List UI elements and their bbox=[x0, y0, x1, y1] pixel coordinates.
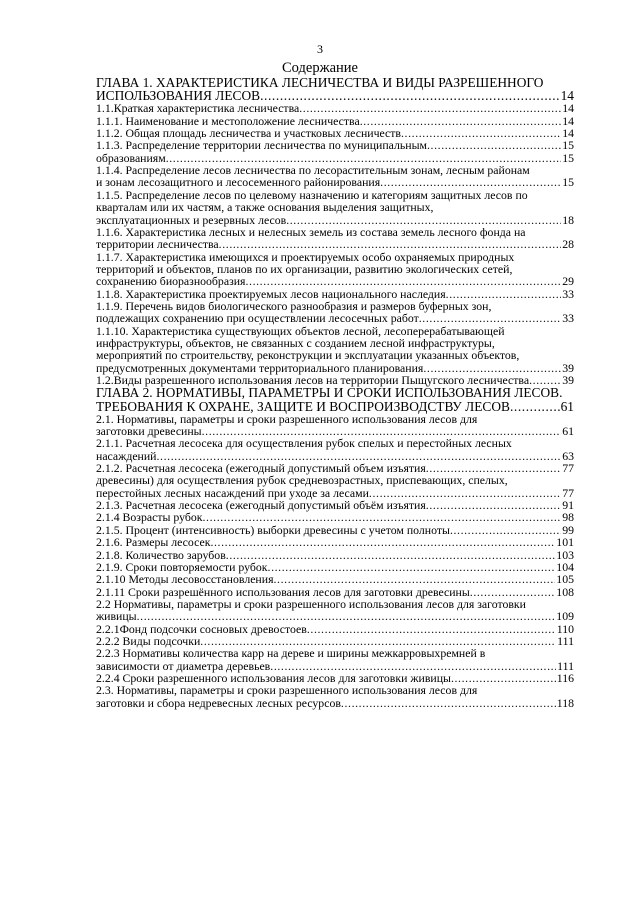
toc-leader-dots bbox=[419, 312, 561, 324]
toc-entry-text: 2.2.3 Нормативы количества карр на дереве и ширины межкарровыхремней в bbox=[96, 646, 486, 661]
toc-page-number: 39 bbox=[562, 372, 574, 387]
toc-entry-text: ГЛАВА 1. ХАРАКТЕРИСТИКА ЛЕСНИЧЕСТВА И ВИДЫ РАЗРЕШЕННОГО bbox=[96, 75, 544, 90]
toc-page-number: 110 bbox=[556, 621, 574, 636]
toc-line bbox=[96, 573, 574, 585]
toc-line bbox=[96, 511, 574, 523]
toc-entry-text: 2.2.4 Сроки разрешенного использования лесов для заготовки живицы bbox=[96, 670, 451, 685]
toc-page-number: 77 bbox=[562, 461, 574, 476]
toc-page-number: 33 bbox=[562, 286, 574, 301]
toc-entry-text: живицы bbox=[96, 609, 137, 624]
toc-leader-dots bbox=[341, 697, 556, 709]
toc-entry-text: 1.1.9. Перечень видов биологического разнообразия и размеров буферных зон, bbox=[96, 298, 492, 313]
toc-line bbox=[96, 238, 574, 250]
toc-page-number: 61 bbox=[562, 424, 574, 439]
toc-entry-text: 1.1.5. Распределение лесов по целевому назначению и категориям защитных лесов по bbox=[96, 187, 528, 202]
toc-leader-dots bbox=[137, 610, 556, 622]
toc-entry-text: территорий и объектов, планов по их организации, развитию экологических сетей, bbox=[96, 261, 513, 276]
toc-entry-text: инфраструктуры, объектов, не связанных с созданием лесной инфраструктуры, bbox=[96, 335, 495, 350]
toc-entry-text: 2.2.1Фонд подсочки сосновых древостоев bbox=[96, 621, 307, 636]
toc-page-number: 14 bbox=[562, 126, 574, 141]
toc-line bbox=[96, 549, 574, 561]
toc-entry-text: и зонам лесозащитного и лесосеменного районирования bbox=[96, 175, 381, 190]
toc-entry-text: 2.3. Нормативы, параметры и сроки разрешенного использования лесов для bbox=[96, 683, 478, 698]
toc-entry-text: 2.1. Нормативы, параметры и сроки разрешенного использования лесов для bbox=[96, 411, 478, 426]
toc-entry-text: 1.1.Краткая характеристика лесничества bbox=[96, 101, 300, 116]
toc-entry-text: 2.1.4 Возрасты рубок bbox=[96, 510, 203, 525]
toc-entry-text: 1.2.Виды разрешенного использования лесов на территории Пыщугского лесничества bbox=[96, 372, 530, 387]
toc-page-number: 116 bbox=[556, 670, 574, 685]
toc-entry-text: мероприятий по строительству, реконструкции и эксплуатации указанных объектов, bbox=[96, 348, 520, 363]
toc-line bbox=[96, 349, 574, 361]
table-of-contents bbox=[96, 76, 574, 709]
toc-entry-text: 1.1.10. Характеристика существующих объектов лесной, лесоперерабатывающей bbox=[96, 323, 505, 338]
toc-line bbox=[96, 139, 574, 151]
toc-entry-text: 2.2 Нормативы, параметры и сроки разрешенного использования лесов для заготовки bbox=[96, 596, 526, 611]
toc-entry-text: 1.1.3. Распределение территории лесничества по муниципальным bbox=[96, 138, 427, 153]
toc-chapter-line bbox=[96, 386, 574, 399]
toc-entry-text: перестойных лесных насаждений при уходе за лесами bbox=[96, 485, 369, 500]
toc-page-number: 15 bbox=[562, 150, 574, 165]
toc-line bbox=[96, 275, 574, 287]
toc-entry-text: 1.1.8. Характеристика проектируемых лесов национального наследия bbox=[96, 286, 446, 301]
toc-entry-text: подлежащих сохранению при осуществлении лесосечных работ bbox=[96, 311, 419, 326]
toc-entry-text: образованиям bbox=[96, 150, 166, 165]
toc-entry-text: насаждений bbox=[96, 448, 157, 463]
toc-entry-text: 2.1.11 Сроки разрешённого использования лесов для заготовки древесины bbox=[96, 584, 470, 599]
toc-entry-text: 2.1.1. Расчетная лесосека для осуществления рубок спелых и перестойных лесных bbox=[96, 436, 512, 451]
toc-leader-dots bbox=[299, 102, 561, 114]
toc-leader-dots bbox=[226, 549, 556, 561]
toc-page-number: 14 bbox=[562, 101, 574, 116]
toc-page-number: 29 bbox=[562, 274, 574, 289]
toc-entry-text: предусмотренных документами территориального планирования bbox=[96, 360, 424, 375]
toc-leader-dots bbox=[307, 623, 556, 635]
toc-entry-text: ТРЕБОВАНИЯ К ОХРАНЕ, ЗАЩИТЕ И ВОСПРОИЗВОДСТВУ ЛЕСОВ bbox=[96, 398, 510, 414]
toc-page-number: 33 bbox=[562, 311, 574, 326]
toc-line bbox=[96, 647, 574, 659]
toc-page-number: 14 bbox=[560, 88, 574, 104]
toc-line bbox=[96, 201, 574, 213]
toc-leader-dots bbox=[210, 536, 555, 548]
toc-line bbox=[96, 697, 574, 709]
toc-leader-dots bbox=[268, 561, 556, 573]
toc-entry-text: 2.1.8. Количество зарубов bbox=[96, 547, 226, 562]
toc-leader-dots bbox=[380, 176, 561, 188]
toc-page-number: 118 bbox=[556, 695, 574, 710]
toc-entry-text: 1.1.6. Характеристика лесных и нелесных земель из состава земель лесного фонда на bbox=[96, 224, 526, 239]
toc-entry-text: 1.1.2. Общая площадь лесничества и участковых лесничеств bbox=[96, 126, 401, 141]
toc-entry-text: 1.1.4. Распределение лесов лесничества по лесорастительным зонам, лесным районам bbox=[96, 163, 530, 178]
toc-entry-text: ИСПОЛЬЗОВАНИЯ ЛЕСОВ bbox=[96, 88, 261, 104]
toc-line bbox=[96, 536, 574, 548]
toc-leader-dots bbox=[450, 524, 561, 536]
toc-entry-text: кварталам или их частям, а также основания выделения защитных, bbox=[96, 200, 434, 215]
toc-page-number: 15 bbox=[562, 138, 574, 153]
toc-page-number: 104 bbox=[556, 559, 574, 574]
toc-page-number: 101 bbox=[556, 535, 574, 550]
toc-page-number: 108 bbox=[556, 584, 574, 599]
toc-entry-text: зависимости от диаметра деревьев bbox=[96, 658, 271, 673]
toc-page-number: 28 bbox=[562, 237, 574, 252]
toc-page-number: 14 bbox=[562, 113, 574, 128]
toc-leader-dots bbox=[286, 214, 561, 226]
toc-entry-text: заготовки древесины bbox=[96, 424, 202, 439]
toc-page-number: 111 bbox=[557, 658, 574, 673]
toc-entry-text: 2.1.2. Расчетная лесосека (ежегодный допустимый объем изъятия bbox=[96, 461, 426, 476]
toc-page-number: 15 bbox=[562, 175, 574, 190]
toc-entry-text: 1.1.7. Характеристика имеющихся и проектируемых особо охраняемых природных bbox=[96, 249, 515, 264]
toc-entry-text: 2.2.2 Виды подсочки bbox=[96, 633, 201, 648]
toc-entry-text: 2.1.9. Сроки повторяемости рубок bbox=[96, 559, 268, 574]
toc-page-number: 105 bbox=[556, 572, 574, 587]
toc-page-number: 77 bbox=[562, 485, 574, 500]
toc-page-number: 111 bbox=[557, 633, 574, 648]
toc-line bbox=[96, 474, 574, 486]
toc-entry-text: ГЛАВА 2. НОРМАТИВЫ, ПАРАМЕТРЫ И СРОКИ ИСПОЛЬЗОВАНИЯ ЛЕСОВ. bbox=[96, 385, 563, 401]
toc-line bbox=[96, 684, 574, 696]
toc-page-number: 18 bbox=[562, 212, 574, 227]
toc-leader-dots bbox=[510, 400, 560, 413]
toc-line bbox=[96, 214, 574, 226]
toc-line bbox=[96, 102, 574, 114]
toc-leader-dots bbox=[260, 89, 560, 102]
toc-line bbox=[96, 176, 574, 188]
toc-entry-text: 2.1.5. Процент (интенсивность) выборки древесины с учетом полноты bbox=[96, 522, 450, 537]
toc-leader-dots bbox=[426, 499, 561, 511]
toc-line bbox=[96, 610, 574, 622]
toc-entry-text: 2.1.3. Расчетная лесосека (ежегодный допустимый объём изъятия bbox=[96, 498, 426, 513]
toc-entry-text: заготовки и сбора недревесных лесных ресурсов bbox=[96, 695, 341, 710]
toc-leader-dots bbox=[203, 511, 562, 523]
toc-page-number: 99 bbox=[562, 522, 574, 537]
toc-page-number: 63 bbox=[562, 448, 574, 463]
toc-line bbox=[96, 598, 574, 610]
toc-entry-text: древесины) для осуществления рубок средневозрастных, приспевающих, спелых, bbox=[96, 473, 508, 488]
toc-entry-text: эксплуатационных и резервных лесов bbox=[96, 212, 287, 227]
toc-leader-dots bbox=[274, 573, 556, 585]
toc-leader-dots bbox=[427, 139, 561, 151]
toc-line bbox=[96, 312, 574, 324]
toc-entry-text: 1.1.1. Наименование и местоположение лесничества bbox=[96, 113, 360, 128]
toc-page-number: 103 bbox=[556, 547, 574, 562]
toc-chapter-line bbox=[96, 400, 574, 413]
toc-page-number: 91 bbox=[562, 498, 574, 513]
toc-page-number: 39 bbox=[562, 360, 574, 375]
toc-page-number: 61 bbox=[560, 398, 574, 414]
toc-page-number: 109 bbox=[556, 609, 574, 624]
toc-entry-text: 2.1.6. Размеры лесосек bbox=[96, 535, 211, 550]
page-title: Содержание bbox=[282, 60, 358, 76]
toc-page-number: 98 bbox=[562, 510, 574, 525]
page-number: 3 bbox=[317, 42, 323, 56]
toc-line bbox=[96, 437, 574, 449]
toc-leader-dots bbox=[245, 275, 561, 287]
toc-entry-text: сохранению биоразнообразия bbox=[96, 274, 246, 289]
toc-entry-text: территории лесничества bbox=[96, 237, 219, 252]
toc-leader-dots bbox=[219, 238, 562, 250]
toc-entry-text: 2.1.10 Методы лесовосстановления bbox=[96, 572, 274, 587]
